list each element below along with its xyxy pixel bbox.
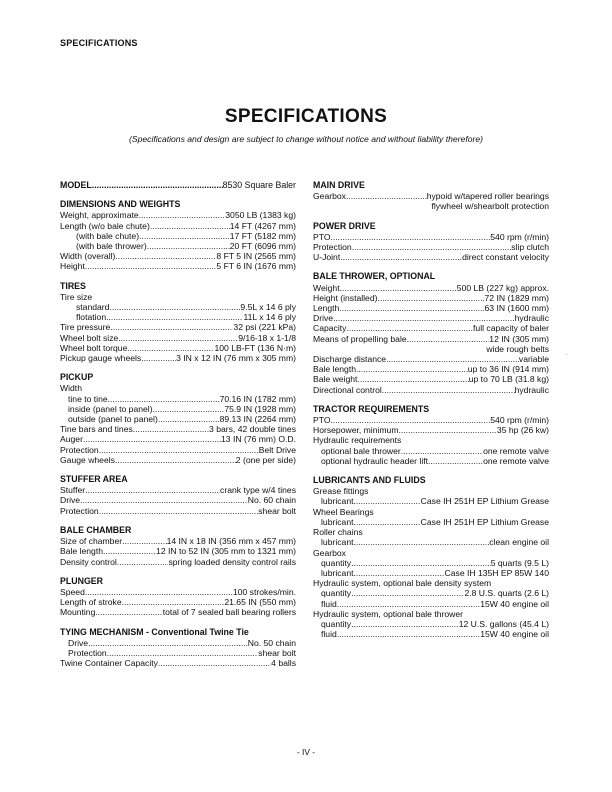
spec-label: Height xyxy=(60,261,85,272)
section-title: BALE THROWER, OPTIONAL xyxy=(313,271,436,282)
plunger-section xyxy=(60,576,296,618)
section-title: STUFFER AREA xyxy=(60,474,128,485)
spec-label: quantity xyxy=(321,588,352,599)
spec-value: up to 70 LB (31.8 kg) xyxy=(468,374,549,385)
leader-dots xyxy=(118,333,238,343)
spec-label: Wheel bolt torque xyxy=(60,342,128,353)
spec-row xyxy=(60,251,296,261)
spec-value: 100 strokes/min. xyxy=(232,586,296,597)
spec-value: 500 LB (227 kg) approx. xyxy=(456,282,549,293)
tying-section xyxy=(60,627,296,669)
leader-dots xyxy=(141,353,176,363)
spec-label: Length of stroke xyxy=(60,597,122,608)
leader-dots xyxy=(99,506,259,516)
leader-dots xyxy=(333,313,515,323)
leader-dots xyxy=(103,546,156,556)
spec-label: Speed xyxy=(60,586,85,597)
spec-value: 5 quarts (9.5 L) xyxy=(490,557,549,568)
spec-row xyxy=(313,303,549,313)
spec-value: spring loaded density control rails xyxy=(168,556,296,567)
stuffer-section xyxy=(60,474,296,516)
spec-label: lubricant xyxy=(321,516,354,527)
leader-dots xyxy=(115,251,216,261)
spec-row xyxy=(60,414,296,424)
spec-value: 15W 40 engine oil xyxy=(480,629,549,640)
spec-label: Size of chamber xyxy=(60,536,123,547)
page-number: - IV - xyxy=(296,747,316,757)
spec-value: shear bolt xyxy=(258,647,296,658)
spec-value: 63 IN (1600 mm) xyxy=(484,303,549,314)
leader-dots xyxy=(133,424,209,434)
spec-value: 72 IN (1829 mm) xyxy=(484,292,549,303)
leader-dots xyxy=(353,568,444,578)
spec-row xyxy=(60,241,296,251)
spec-value: 89.13 IN (2264 mm) xyxy=(219,414,296,425)
spec-row xyxy=(60,607,296,617)
lubricants-section xyxy=(313,475,549,639)
spec-row xyxy=(313,619,549,629)
spec-row xyxy=(60,597,296,607)
spec-row xyxy=(60,404,296,414)
model-section xyxy=(60,180,296,190)
spec-row xyxy=(60,455,296,465)
spec-label: Bale length xyxy=(60,546,104,557)
spec-row xyxy=(313,415,549,425)
section-title: PICKUP xyxy=(60,372,94,383)
leader-dots xyxy=(150,221,230,231)
spec-label: Density control xyxy=(60,556,117,567)
leader-dots xyxy=(85,587,233,597)
spec-label: inside (panel to panel) xyxy=(68,403,153,414)
spec-value: 3 IN x 12 IN (76 mm x 305 mm) xyxy=(176,353,296,364)
spec-row xyxy=(313,313,549,323)
page-subtitle: (Specifications and design are subject to change without notice and without liability therefore) xyxy=(129,134,483,144)
section-title: BALE CHAMBER xyxy=(60,524,132,535)
leader-dots xyxy=(428,456,483,466)
spec-value: crank type w/4 tines xyxy=(220,485,296,496)
spec-row xyxy=(60,302,296,312)
leader-dots xyxy=(158,658,271,668)
dimensions-section xyxy=(60,199,296,271)
leader-dots xyxy=(357,374,468,384)
leader-dots xyxy=(122,597,225,607)
spec-row xyxy=(60,658,296,668)
spec-row xyxy=(60,231,296,241)
leader-dots xyxy=(110,322,233,332)
leader-dots xyxy=(353,537,489,547)
spec-value: 17 FT (5182 mm) xyxy=(229,230,296,241)
spec-label: Bale length xyxy=(313,364,357,375)
tires-section xyxy=(60,281,296,364)
spec-value: 70.16 IN (1782 mm) xyxy=(219,393,296,404)
spec-row xyxy=(313,446,549,456)
spec-row xyxy=(313,374,549,384)
spec-row xyxy=(60,546,296,556)
spec-label: fluid xyxy=(321,629,337,640)
leader-dots xyxy=(153,404,225,414)
spec-label: Length xyxy=(313,303,340,314)
leader-dots xyxy=(351,588,464,598)
leader-dots xyxy=(117,557,169,567)
spec-row xyxy=(313,283,549,293)
spec-label: Length (w/o bale chute) xyxy=(60,220,150,231)
spec-value: 20 FT (6096 mm) xyxy=(229,241,296,252)
spec-row xyxy=(313,323,549,333)
leader-dots xyxy=(351,619,459,629)
spec-label: lubricant xyxy=(321,496,354,507)
leader-dots xyxy=(127,343,214,353)
pickup-section xyxy=(60,372,296,465)
leader-dots xyxy=(346,323,473,333)
spec-row xyxy=(60,638,296,648)
spec-value: 21.65 IN (550 mm) xyxy=(224,597,296,608)
spec-value: 14 IN x 18 IN (356 mm x 457 mm) xyxy=(166,536,296,547)
subheading: Wheel Bearings xyxy=(313,506,374,517)
leader-dots xyxy=(92,180,223,190)
leader-dots xyxy=(95,607,162,617)
spec-value: Belt Drive xyxy=(258,444,296,455)
spec-value: variable xyxy=(518,354,549,365)
spec-label: PTO xyxy=(313,415,331,426)
spec-row xyxy=(313,232,549,242)
spec-label: Bale weight xyxy=(313,374,358,385)
spec-row xyxy=(60,353,296,363)
spec-row xyxy=(313,252,549,262)
spec-row xyxy=(313,496,549,506)
spec-label: Protection xyxy=(60,505,99,516)
section-title: TIRES xyxy=(60,280,86,291)
spec-label: Protection xyxy=(60,444,99,455)
spec-label: Capacity xyxy=(313,323,347,334)
leader-dots xyxy=(109,302,240,312)
spec-row xyxy=(313,629,549,639)
leader-dots xyxy=(80,495,248,505)
spec-value: 12 IN to 52 IN (305 mm to 1321 mm) xyxy=(156,546,296,557)
spec-value: 12 U.S. gallons (45.4 L) xyxy=(458,618,549,629)
leader-dots xyxy=(99,445,259,455)
leader-dots xyxy=(353,517,420,527)
spec-value: 540 rpm (r/min) xyxy=(490,415,549,426)
spec-value: 9/16-18 x 1-1/8 xyxy=(238,332,296,343)
spec-row xyxy=(60,333,296,343)
spec-label: Twine Container Capacity xyxy=(60,658,158,669)
spec-label: (with bale chute) xyxy=(76,230,140,241)
leader-dots xyxy=(115,455,236,465)
spec-row xyxy=(313,599,549,609)
spec-value: Case IH 251H EP Lithium Grease xyxy=(420,496,549,507)
spec-row xyxy=(313,456,549,466)
spec-label: PTO xyxy=(313,231,331,242)
spec-label: Discharge distance xyxy=(313,354,387,365)
model-row xyxy=(60,180,296,190)
spec-value: 8 FT 5 IN (2565 mm) xyxy=(216,251,296,262)
spec-row xyxy=(313,537,549,547)
subheading: Hydraulic system, optional bale density system xyxy=(313,578,492,589)
model-label: MODEL xyxy=(60,180,92,190)
spec-label: Tire pressure xyxy=(60,322,111,333)
leader-dots xyxy=(331,415,491,425)
spec-label: standard xyxy=(76,302,110,313)
section-title: PLUNGER xyxy=(60,575,104,586)
leader-dots xyxy=(88,638,248,648)
page-title: SPECIFICATIONS xyxy=(224,106,388,127)
spec-label: Gauge wheels xyxy=(60,454,115,465)
spec-label: Pickup gauge wheels xyxy=(60,353,142,364)
spec-row xyxy=(60,506,296,516)
spec-value: 11L x 14 6 ply xyxy=(243,312,296,323)
spec-label: optional hydraulic header lift xyxy=(321,455,429,466)
spec-label: Height (installed) xyxy=(313,292,378,303)
right-column xyxy=(313,180,549,648)
spec-row xyxy=(313,568,549,578)
main-drive-section xyxy=(313,180,549,212)
leader-dots xyxy=(352,242,512,252)
spec-row xyxy=(60,343,296,353)
leader-dots xyxy=(353,496,420,506)
spec-row xyxy=(60,221,296,231)
leader-dots xyxy=(139,210,226,220)
leader-dots xyxy=(85,261,217,271)
subheading: Hydraulic system, optional bale thrower xyxy=(313,608,463,619)
spec-row xyxy=(313,191,549,201)
spec-label: Wheel bolt size xyxy=(60,332,119,343)
spec-row xyxy=(313,334,549,344)
spec-label: quantity xyxy=(321,557,352,568)
spec-label: Directional control xyxy=(313,384,382,395)
spec-value: clean engine oil xyxy=(489,537,549,548)
leader-dots xyxy=(83,434,221,444)
spec-value: one remote valve xyxy=(483,445,549,456)
spec-row xyxy=(313,425,549,435)
spec-value: 2.8 U.S. quarts (2.6 L) xyxy=(464,588,549,599)
spec-row xyxy=(60,587,296,597)
spec-row xyxy=(313,293,549,303)
spec-value: 540 rpm (r/min) xyxy=(490,231,549,242)
subheading: Grease fittings xyxy=(313,486,369,497)
spec-row xyxy=(60,394,296,404)
spec-value: 75.9 IN (1928 mm) xyxy=(224,403,296,414)
spec-value: 3 bars, 42 double tines xyxy=(209,424,296,435)
spec-row xyxy=(60,648,296,658)
spec-value-continued: wide rough belts xyxy=(486,343,549,354)
spec-row xyxy=(313,385,549,395)
subheading: Hydraulic requirements xyxy=(313,435,402,446)
spec-value: 12 IN (305 mm) xyxy=(489,333,549,344)
spec-value: 9.5L x 14 6 ply xyxy=(240,302,296,313)
subheading: Gearbox xyxy=(313,547,346,558)
spec-value: 15W 40 engine oil xyxy=(480,598,549,609)
spec-row xyxy=(313,517,549,527)
spec-value: 35 hp (26 kw) xyxy=(496,425,549,436)
section-title: TYING MECHANISM - Conventional Twine Tie xyxy=(60,626,249,637)
spec-label: tine to tine xyxy=(68,393,108,404)
spec-label: Horsepower, minimum xyxy=(313,425,399,436)
leader-dots xyxy=(346,191,427,201)
leader-dots xyxy=(107,648,259,658)
spec-label: (with bale thrower) xyxy=(76,241,147,252)
spec-value: slip clutch xyxy=(511,242,549,253)
leader-dots xyxy=(108,394,220,404)
spec-label: Protection xyxy=(68,647,107,658)
spec-row xyxy=(60,210,296,220)
spec-label: lubricant xyxy=(321,567,354,578)
spec-row xyxy=(60,261,296,271)
tractor-section xyxy=(313,404,549,466)
spec-value: hypoid w/tapered roller bearings xyxy=(426,191,549,202)
spec-label: Weight xyxy=(313,282,340,293)
leader-dots xyxy=(377,293,484,303)
spec-row xyxy=(60,536,296,546)
leader-dots xyxy=(351,558,491,568)
leader-dots xyxy=(339,303,484,313)
spec-label: Stuffer xyxy=(60,485,86,496)
leader-dots xyxy=(85,485,220,495)
spec-label: fluid xyxy=(321,598,337,609)
spec-value: up to 36 IN (914 mm) xyxy=(467,364,549,375)
leader-dots xyxy=(331,232,491,242)
leader-dots xyxy=(401,446,483,456)
leader-dots xyxy=(158,414,220,424)
spec-label: Width (overall) xyxy=(60,251,116,262)
spec-value-continued: flywheel w/shearbolt protection xyxy=(431,201,549,212)
spec-row xyxy=(313,364,549,374)
spec-label: Drive xyxy=(68,637,89,648)
leader-dots xyxy=(147,241,230,251)
leader-dots xyxy=(382,385,515,395)
spec-label: flotation xyxy=(76,312,107,323)
spec-label: Gearbox xyxy=(313,191,346,202)
spec-value: Case IH 135H EP 85W 140 xyxy=(444,567,549,578)
spec-label: U-Joint xyxy=(313,252,341,263)
spec-value: total of 7 sealed ball bearing rollers xyxy=(162,607,296,618)
spec-label: Weight, approximate xyxy=(60,210,139,221)
subheading: Tire size xyxy=(60,291,93,302)
spec-row xyxy=(313,354,549,364)
spec-value: 2 (one per side) xyxy=(235,454,296,465)
leader-dots xyxy=(337,629,480,639)
leader-dots xyxy=(139,231,230,241)
spec-label: outside (panel to panel) xyxy=(68,414,158,425)
leader-dots xyxy=(407,334,490,344)
leader-dots xyxy=(398,425,496,435)
spec-value: hydraulic xyxy=(514,384,549,395)
leader-dots xyxy=(340,283,457,293)
section-title: POWER DRIVE xyxy=(313,220,376,231)
spec-value: 14 FT (4267 mm) xyxy=(229,220,296,231)
spec-value: shear bolt xyxy=(258,505,296,516)
bale-chamber-section xyxy=(60,525,296,567)
power-drive-section xyxy=(313,221,549,263)
spec-value: 13 IN (76 mm) O.D. xyxy=(221,434,296,445)
bale-thrower-section xyxy=(313,271,549,394)
section-title: TRACTOR REQUIREMENTS xyxy=(313,403,430,414)
spec-row xyxy=(60,445,296,455)
spec-row xyxy=(313,558,549,568)
leader-dots xyxy=(356,364,468,374)
spec-value: one remote valve xyxy=(483,455,549,466)
section-title: LUBRICANTS AND FLUIDS xyxy=(313,475,426,486)
spec-value: No. 50 chain xyxy=(247,637,296,648)
spec-label: lubricant xyxy=(321,537,354,548)
spec-value: direct constant velocity xyxy=(462,252,549,263)
spec-value: 3050 LB (1383 kg) xyxy=(225,210,296,221)
spec-value: 5 FT 6 IN (1676 mm) xyxy=(216,261,296,272)
spec-row xyxy=(60,322,296,332)
spec-row xyxy=(313,242,549,252)
leader-dots xyxy=(106,312,243,322)
model-value: 8530 Square Baler xyxy=(222,180,296,190)
spec-label: Means of propelling bale xyxy=(313,333,407,344)
spec-value: Case IH 251H EP Lithium Grease xyxy=(420,516,549,527)
subheading: Width xyxy=(60,383,82,394)
spec-value: 4 balls xyxy=(271,658,296,669)
spec-label: quantity xyxy=(321,618,352,629)
spec-row xyxy=(313,588,549,598)
spec-value: full capacity of baler xyxy=(473,323,549,334)
spec-label: Protection xyxy=(313,242,352,253)
leader-dots xyxy=(340,252,462,262)
spec-row xyxy=(60,424,296,434)
scan-speck: · xyxy=(566,352,568,358)
spec-label: optional bale thrower xyxy=(321,445,401,456)
section-title: MAIN DRIVE xyxy=(313,180,365,190)
spec-row xyxy=(60,434,296,444)
spec-label: Tine bars and tines xyxy=(60,424,133,435)
spec-row xyxy=(60,312,296,322)
spec-label: Mounting xyxy=(60,607,96,618)
spec-label: Drive xyxy=(60,495,81,506)
leader-dots xyxy=(122,536,166,546)
left-column xyxy=(60,180,296,677)
spec-value: No. 60 chain xyxy=(247,495,296,506)
leader-dots xyxy=(337,599,480,609)
spec-row xyxy=(60,485,296,495)
spec-value: hydraulic xyxy=(514,313,549,324)
spec-label: Auger xyxy=(60,434,83,445)
spec-value: 100 LB-FT (136 N·m) xyxy=(214,342,296,353)
spec-value: 32 psi (221 kPa) xyxy=(233,322,296,333)
section-title: DIMENSIONS AND WEIGHTS xyxy=(60,199,181,210)
subheading: Roller chains xyxy=(313,527,363,538)
running-header: SPECIFICATIONS xyxy=(60,38,138,48)
leader-dots xyxy=(386,354,519,364)
spec-row xyxy=(60,557,296,567)
spec-row xyxy=(60,495,296,505)
spec-label: Drive xyxy=(313,313,334,324)
